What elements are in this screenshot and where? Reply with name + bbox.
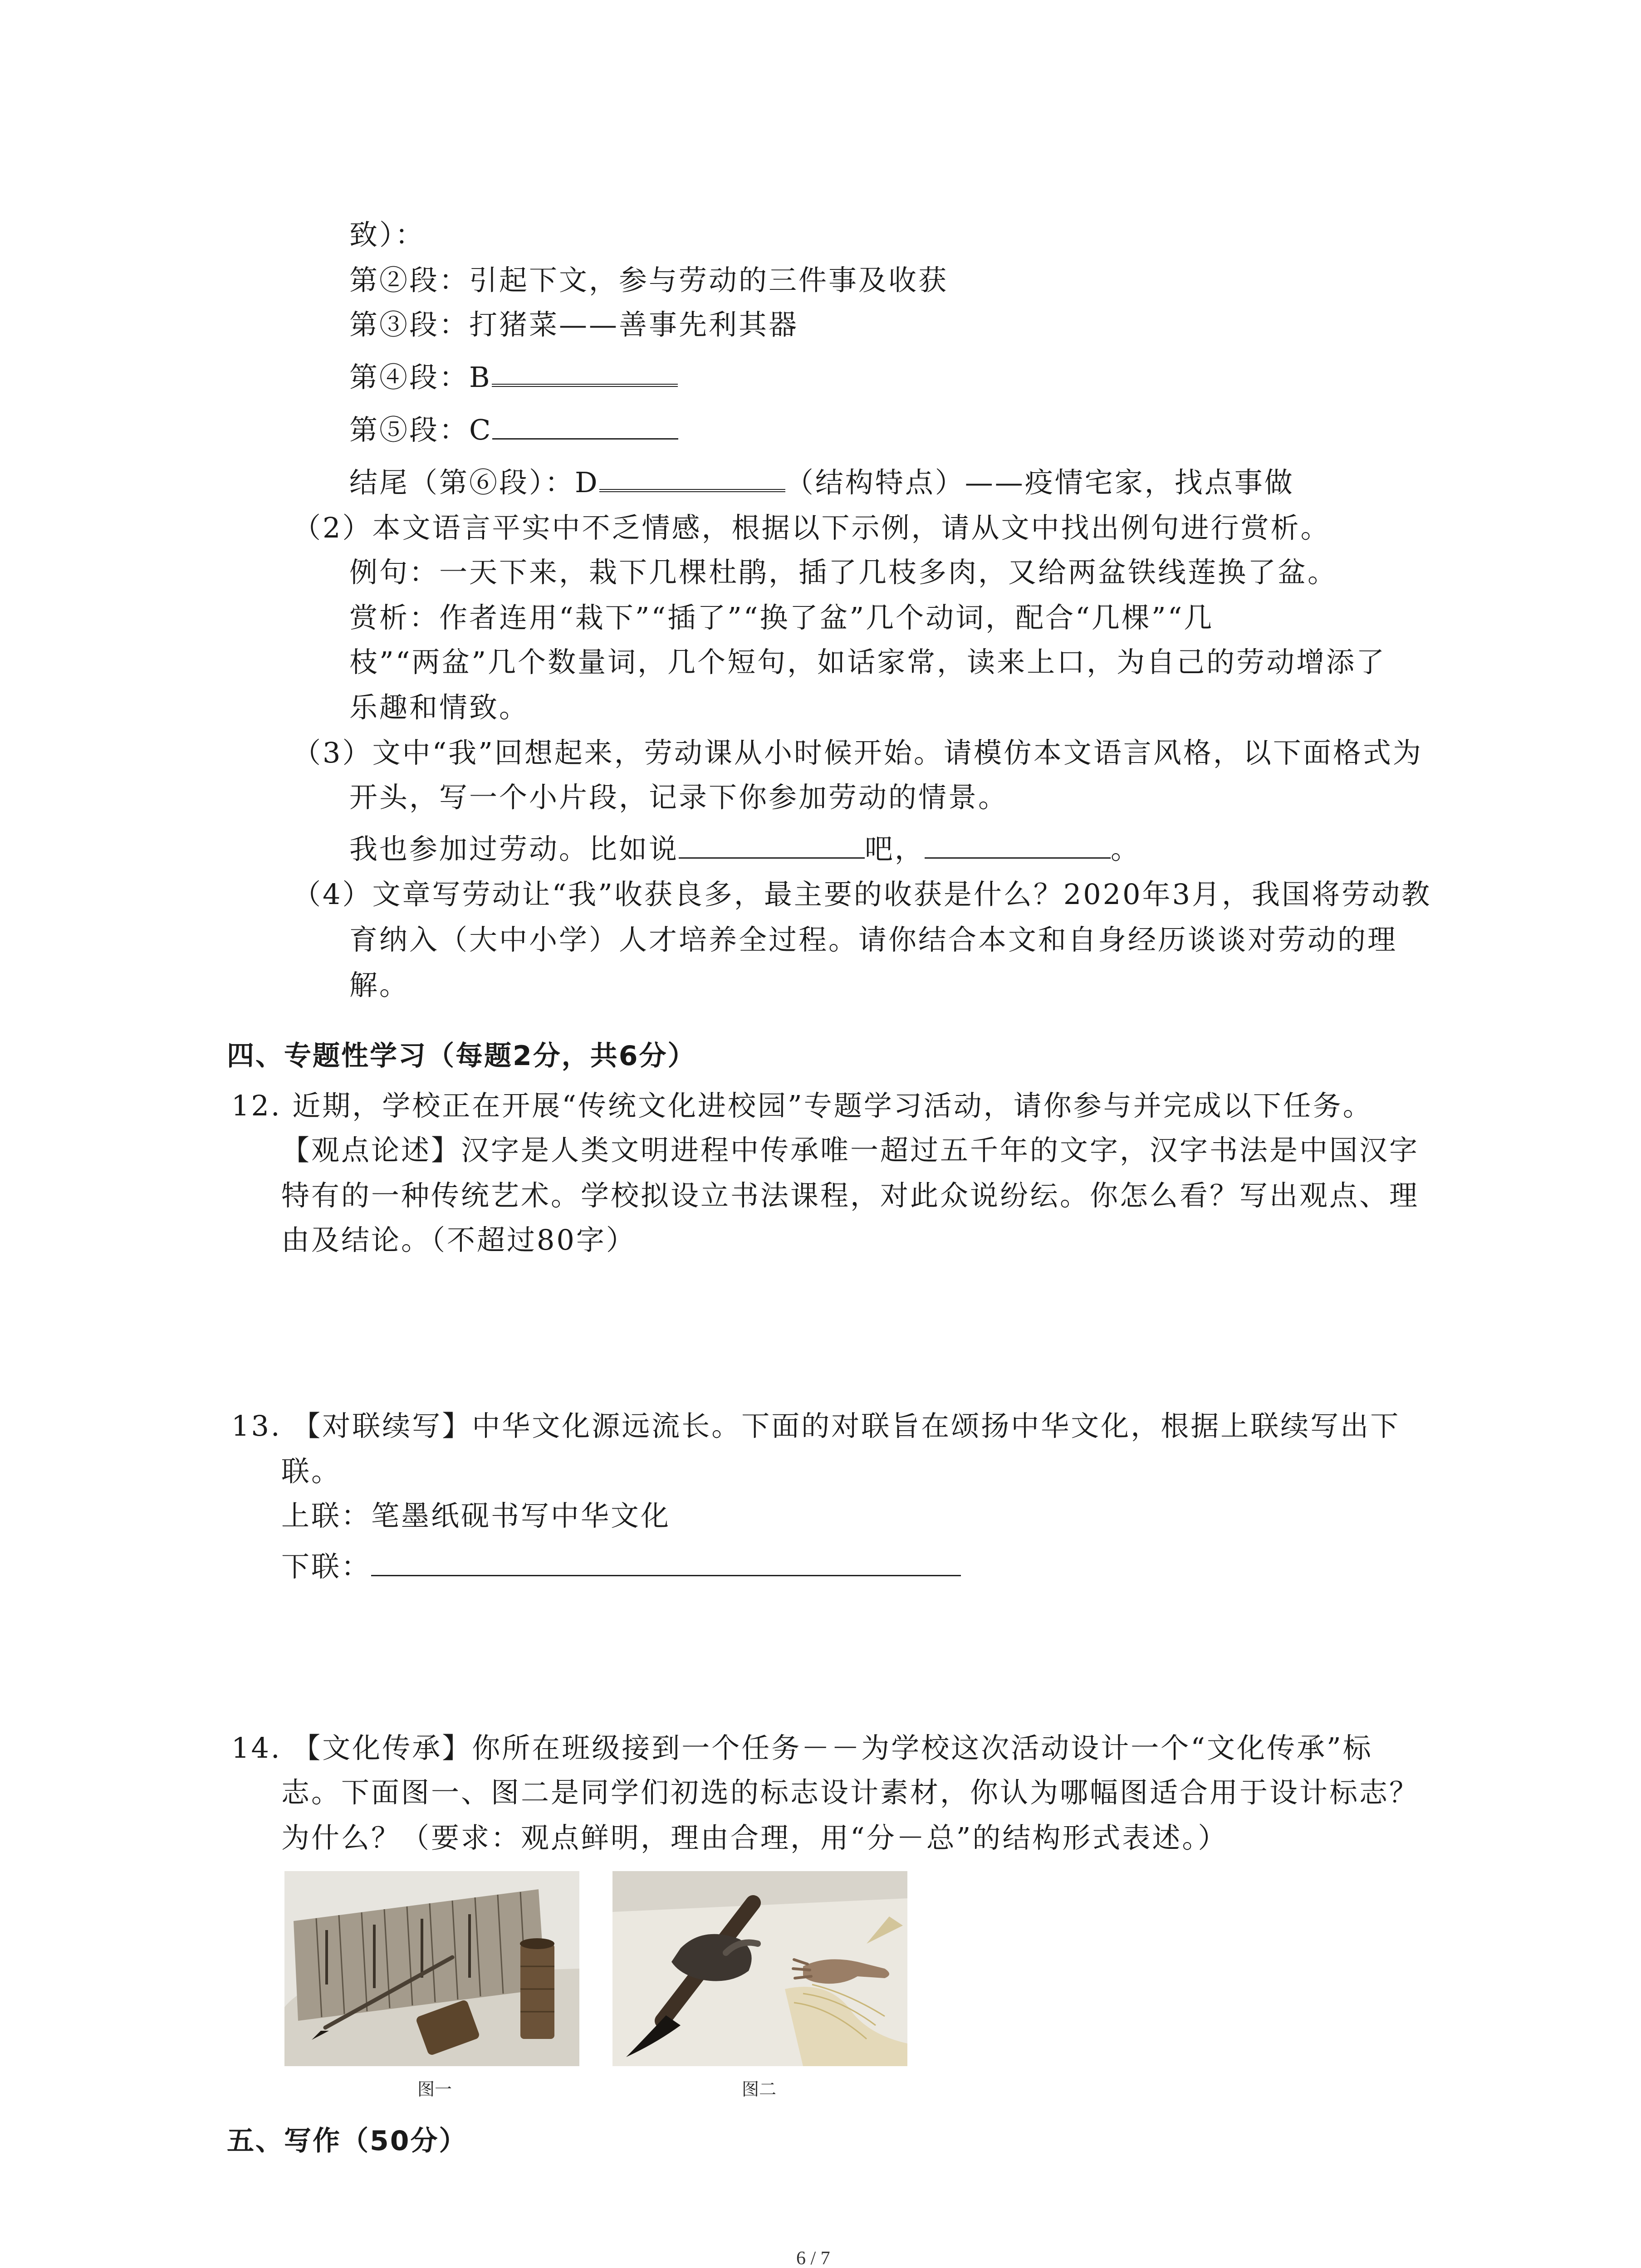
answer-blank-sub3-2[interactable] — [925, 832, 1111, 859]
q14-line-1: 14. 【文化传承】你所在班级接到一个任务－－为学校这次活动设计一个“文化传承”标 — [231, 1731, 1373, 1765]
q13-line-1: 13. 【对联续写】中华文化源远流长。下面的对联旨在颂扬中华文化，根据上联续写出下 — [231, 1409, 1401, 1442]
q13-upper-couplet: 上联：笔墨纸砚书写中华文化 — [281, 1499, 671, 1532]
figure-1-caption: 图一 — [417, 2079, 452, 2099]
q11-ending-label: 结尾（第⑥段）：D — [349, 466, 599, 499]
answer-blank-b[interactable] — [492, 358, 678, 387]
page-number: 6 / 7 — [796, 2248, 830, 2268]
q11-sub2-analysis-3: 乐趣和情致。 — [349, 691, 529, 724]
q12-line-4: 由及结论。（不超过80字） — [281, 1223, 636, 1256]
figure-2-caption: 图二 — [742, 2079, 777, 2099]
q11-structure-p2: 第②段：引起下文，参与劳动的三件事及收获 — [349, 264, 949, 297]
q11-sub3-question-1: （3）文中“我”回想起来，劳动课从小时候开始。请模仿本文语言风格，以下面格式为 — [293, 736, 1423, 769]
section-4-heading: 四、专题性学习（每题2分，共6分） — [227, 1040, 696, 1072]
answer-blank-c[interactable] — [492, 413, 678, 440]
q11-structure-p5 — [349, 412, 678, 448]
q12-line-2: 【观点论述】汉字是人类文明进程中传承唯一超过五千年的文字，汉字书法是中国汉字 — [281, 1134, 1420, 1167]
q11-structure-intro-end: 致）： — [349, 218, 426, 251]
answer-blank-lower-couplet[interactable] — [371, 1549, 961, 1576]
q11-sub2-question: （2）本文语言平实中不乏情感，根据以下示例，请从文中找出例句进行赏析。 — [293, 511, 1331, 544]
q11-sub3-question-2: 开头，写一个小片段，记录下你参加劳动的情景。 — [349, 781, 1009, 814]
q11-sub4-question-1: （4）文章写劳动让“我”收获良多，最主要的收获是什么？2020年3月，我国将劳动教 — [293, 878, 1432, 911]
q12-line-1: 12. 近期，学校正在开展“传统文化进校园”专题学习活动，请你参与并完成以下任务。 — [231, 1089, 1373, 1122]
q13-lower-couplet — [281, 1549, 961, 1585]
q11-structure-p4 — [349, 358, 678, 396]
q11-sub2-analysis-2: 枝”“两盆”几个数量词，几个短句，如话家常，读来上口，为自己的劳动增添了 — [349, 645, 1386, 679]
q11-sub2-example: 例句：一天下来，栽下几棵杜鹃，插了几枝多肉，又给两盆铁线莲换了盆。 — [349, 556, 1338, 589]
q13-line-2: 联。 — [281, 1455, 342, 1488]
q11-ending-note: （结构特点）——疫情宅家，找点事做 — [785, 466, 1294, 499]
q11-sub4-question-3: 解。 — [349, 968, 410, 1002]
figure-1-image — [284, 1871, 579, 2066]
q11-sub2-analysis-1: 赏析：作者连用“栽下”“插了”“换了盆”几个动词，配合“几棵”“几 — [349, 601, 1214, 634]
q12-line-3: 特有的一种传统艺术。学校拟设立书法课程，对此众说纷纭。你怎么看？写出观点、理 — [281, 1179, 1420, 1212]
q11-p5-label: 第⑤段：C — [349, 413, 493, 446]
answer-blank-d[interactable] — [599, 464, 785, 492]
answer-blank-sub3-1[interactable] — [679, 832, 865, 859]
q11-sub4-question-2: 育纳入（大中小学）人才培养全过程。请你结合本文和自身经历谈谈对劳动的理 — [349, 923, 1398, 956]
q14-line-3: 为什么？（要求：观点鲜明，理由合理，用“分－总”的结构形式表述。） — [281, 1821, 1228, 1854]
q14-line-2: 志。下面图一、图二是同学们初选的标志设计素材，你认为哪幅图适合用于设计标志？ — [281, 1776, 1420, 1809]
q13-lower-label: 下联： — [281, 1550, 372, 1583]
figure-2-image — [612, 1871, 907, 2066]
q11-p4-label: 第④段：B — [349, 361, 492, 394]
q11-structure-p3: 第③段：打猪菜——善事先利其器 — [349, 308, 799, 341]
section-5-heading: 五、写作（50分） — [227, 2125, 468, 2157]
q11-sub3-template-start: 我也参加过劳动。比如说 — [349, 832, 679, 865]
q11-structure-ending — [349, 464, 1294, 501]
q11-sub3-template-mid: 吧， — [865, 832, 925, 865]
q11-sub3-template-end: 。 — [1111, 832, 1141, 865]
q11-sub3-template — [349, 831, 1141, 867]
